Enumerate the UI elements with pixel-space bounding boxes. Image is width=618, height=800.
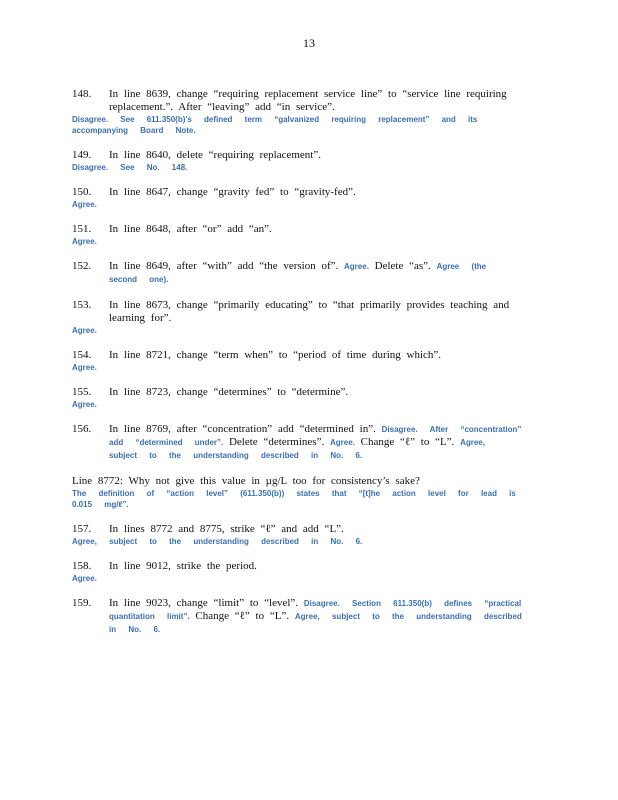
item-text-part: Change “ℓ” to “L”.: [195, 610, 290, 622]
item-number: 151.: [72, 223, 92, 235]
list-item: [72, 223, 522, 247]
comment-list: [72, 88, 522, 649]
item-text-part: Delete “as”.: [374, 260, 431, 272]
note-paragraph: [72, 475, 522, 510]
list-item: [72, 523, 522, 547]
item-inline-reply: Agree.: [329, 438, 355, 447]
item-reply: Agree (the second one).: [109, 262, 487, 284]
item-text-part: Delete “determines”.: [228, 436, 325, 448]
item-inline-reply: Agree.: [344, 262, 369, 271]
item-text: In line 8648, after “or” add “an”.: [109, 223, 272, 235]
list-item: [72, 423, 522, 462]
item-number: 155.: [72, 386, 92, 398]
item-text-part: Change “ℓ” to “L”.: [360, 436, 455, 448]
item-text: In line 8723, change “determines” to “determine”.: [109, 386, 349, 398]
list-item: [72, 88, 522, 136]
list-item: [72, 260, 522, 286]
item-text: In line 8721, change “term when” to “period of time during which”.: [109, 349, 442, 361]
item-text: In line 8640, delete “requiring replacement”.: [109, 149, 321, 161]
item-reply: Agree.: [72, 574, 97, 583]
item-text: [109, 423, 522, 462]
item-number: 148.: [72, 88, 92, 100]
item-text: In line 8639, change “requiring replacement service line” to “service line requiring replacement.”. After “leaving” add “in service”.: [109, 88, 507, 113]
note-reply: The definition of “action level” (611.350(b)) states that “[t]he action level for lead is 0.015 mg/ℓ”.: [72, 489, 516, 509]
list-item: [72, 560, 522, 584]
item-text-part: In line 8649, after “with” add “the version of”.: [109, 260, 339, 272]
item-text-part: In line 8769, after “concentration” add “determined in”.: [109, 423, 376, 435]
item-number: 152.: [72, 260, 92, 272]
item-text: In line 8647, change “gravity fed” to “gravity-fed”.: [109, 186, 356, 198]
item-reply: Agree.: [72, 363, 97, 372]
list-item: [72, 386, 522, 410]
list-item: [72, 186, 522, 210]
item-number: 150.: [72, 186, 92, 198]
list-item: [72, 299, 522, 336]
item-number: 158.: [72, 560, 92, 572]
item-inline-reply: Disagree. Section 611.350(b) defines “practical quantitation limit”.: [109, 599, 522, 621]
item-number: 149.: [72, 149, 92, 161]
item-text: In line 8673, change “primarily educating” to “that primarily provides teaching and learning for”.: [109, 299, 510, 324]
list-item: [72, 349, 522, 373]
item-text: In lines 8772 and 8775, strike “ℓ” and add “L”.: [109, 523, 344, 535]
item-text: [109, 597, 522, 636]
item-reply: Disagree. See 611.350(b)’s defined term “galvanized requiring replacement” and its accompanying Board Note.: [72, 115, 478, 135]
item-number: 153.: [72, 299, 92, 311]
item-inline-reply: Disagree. After “concentration” add “determined under”.: [109, 425, 522, 447]
page-number: 13: [303, 36, 315, 50]
item-reply: Agree, subject to the understanding described in No. 6.: [109, 612, 522, 634]
item-text: In line 9012, strike the period.: [109, 560, 257, 572]
item-number: 157.: [72, 523, 92, 535]
item-text: [109, 260, 522, 286]
item-number: 156.: [72, 423, 92, 435]
note-text: Line 8772: Why not give this value in µg/L too for consistency’s sake?: [72, 475, 420, 487]
item-reply: Agree, subject to the understanding described in No. 6.: [72, 537, 363, 546]
item-reply: Disagree. See No. 148.: [72, 163, 188, 172]
list-item: [72, 149, 522, 173]
item-reply: Agree.: [72, 326, 97, 335]
item-number: 159.: [72, 597, 92, 609]
item-reply: Agree, subject to the understanding described in No. 6.: [109, 438, 485, 460]
item-text-part: In line 9023, change “limit” to “level”.: [109, 597, 299, 609]
item-number: 154.: [72, 349, 92, 361]
item-reply: Agree.: [72, 237, 97, 246]
list-item: [72, 597, 522, 636]
item-reply: Agree.: [72, 200, 97, 209]
item-reply: Agree.: [72, 400, 97, 409]
